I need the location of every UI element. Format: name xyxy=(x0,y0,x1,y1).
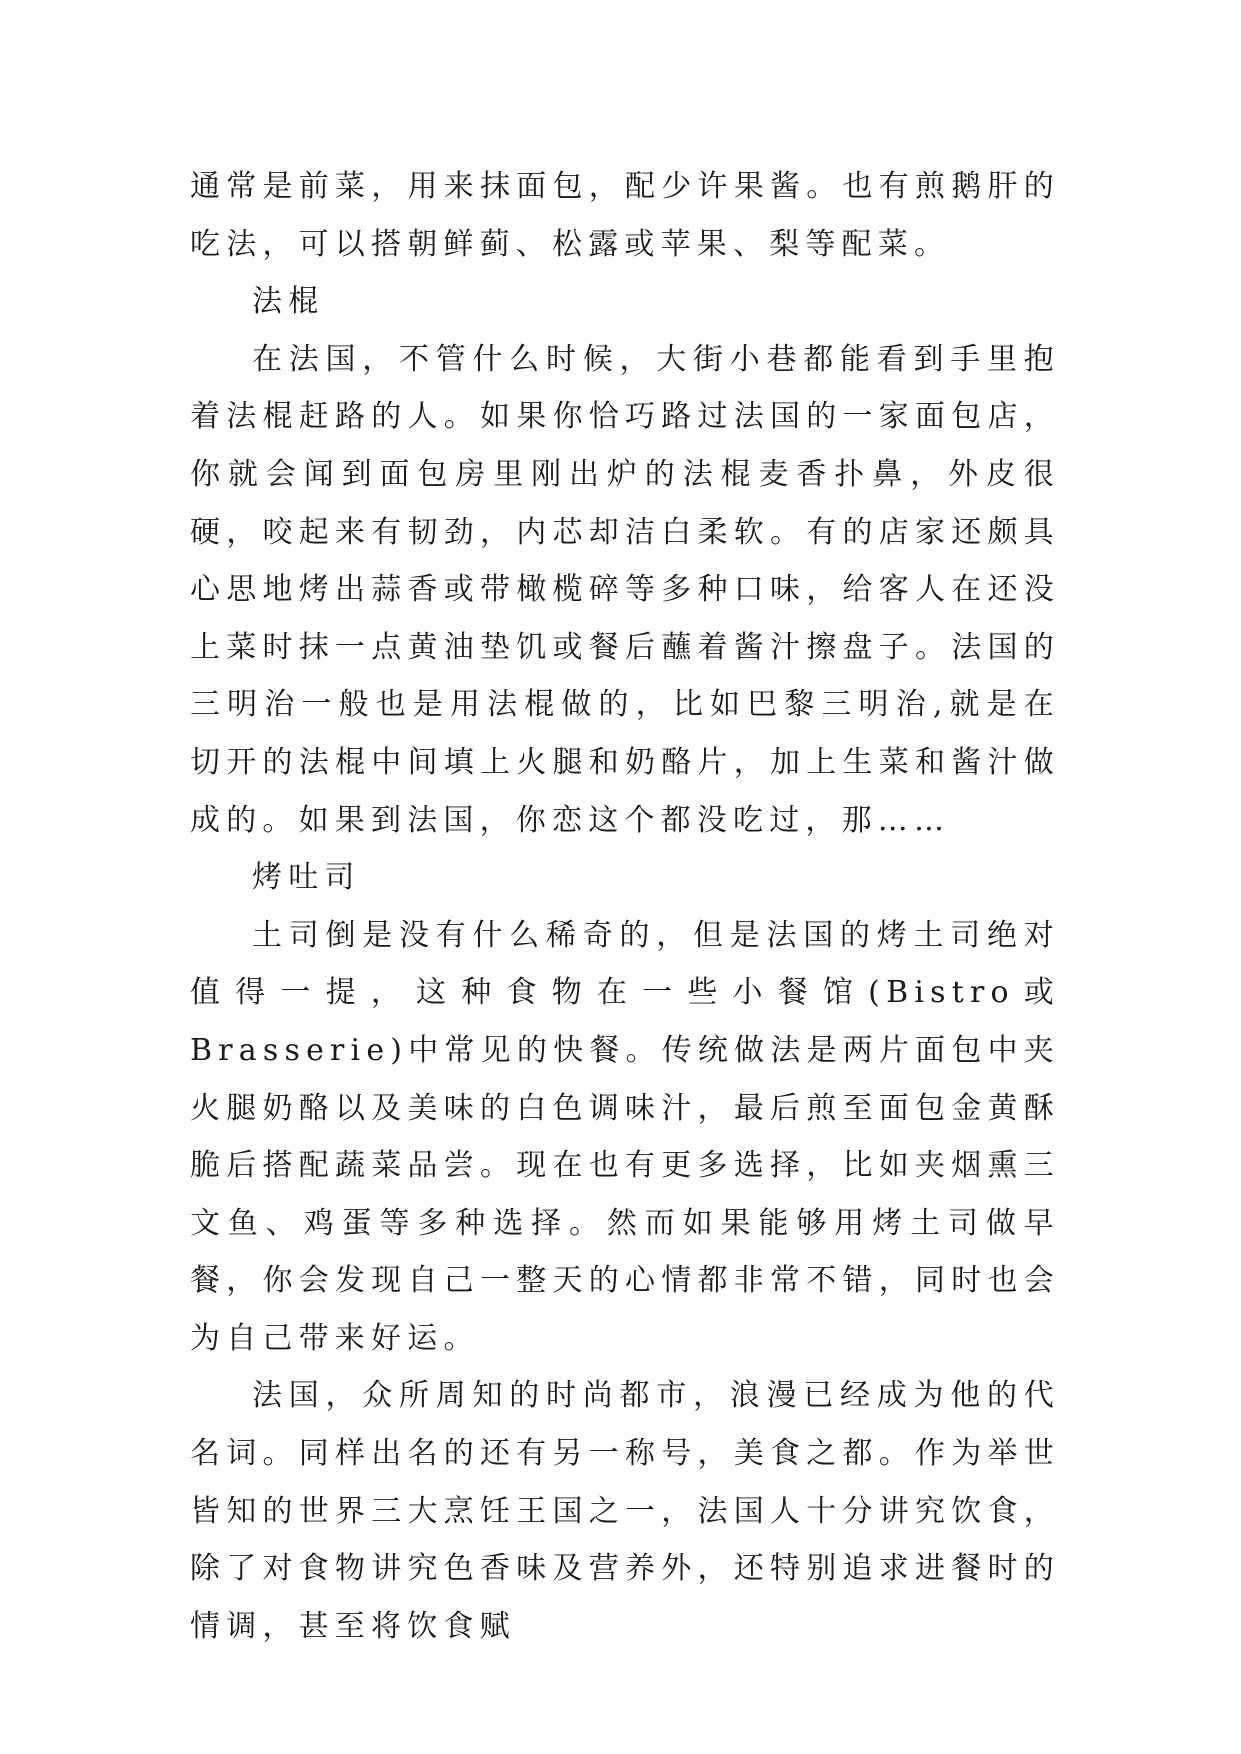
document-body xyxy=(190,158,1060,1655)
paragraph-baguette: 在法国，不管什么时候，大街小巷都能看到手里抱着法棍赶路的人。如果你恰巧路过法国的一家面包店，你就会闻到面包房里刚出炉的法棍麦香扑鼻，外皮很硬，咬起来有韧劲，内芯却洁白柔软。有的店家还颇具心思地烤出蒜香或带橄榄碎等多种口味，给客人在还没上菜时抹一点黄油垫饥或餐后蘸着酱汁擦盘子。法国的三明治一般也是用法棍做的，比如巴黎三明治,就是在切开的法棍中间填上火腿和奶酪片，加上生菜和酱汁做成的。如果到法国，你恋这个都没吃过，那…… xyxy=(190,341,1060,838)
paragraph-toast: 土司倒是没有什么稀奇的，但是法国的烤土司绝对值得一提，这种食物在一些小餐馆(Bistro或Brasserie)中常见的快餐。传统做法是两片面包中夹火腿奶酪以及美味的白色调味汁，最后煎至面包金黄酥脆后搭配蔬菜品尝。现在也有更多选择，比如夹烟熏三文鱼、鸡蛋等多种选择。然而如果能够用烤土司做早餐，你会发现自己一整天的心情都非常不错，同时也会为自己带来好运。 xyxy=(190,917,1060,1356)
section-heading-toast: 烤吐司 xyxy=(252,860,361,896)
paragraph-france-cuisine: 法国，众所周知的时尚都市，浪漫已经成为他的代名词。同样出名的还有另一称号，美食之都。作为举世皆知的世界三大烹饪王国之一，法国人十分讲究饮食，除了对食物讲究色香味及营养外，还特别追求进餐时的情调，甚至将饮食赋 xyxy=(190,1378,1060,1644)
section-heading-baguette: 法棍 xyxy=(252,284,325,320)
paragraph-continued: 通常是前菜，用来抹面包，配少许果酱。也有煎鹅肝的吃法，可以搭朝鲜蓟、松露或苹果、梨等配菜。 xyxy=(190,169,1060,262)
